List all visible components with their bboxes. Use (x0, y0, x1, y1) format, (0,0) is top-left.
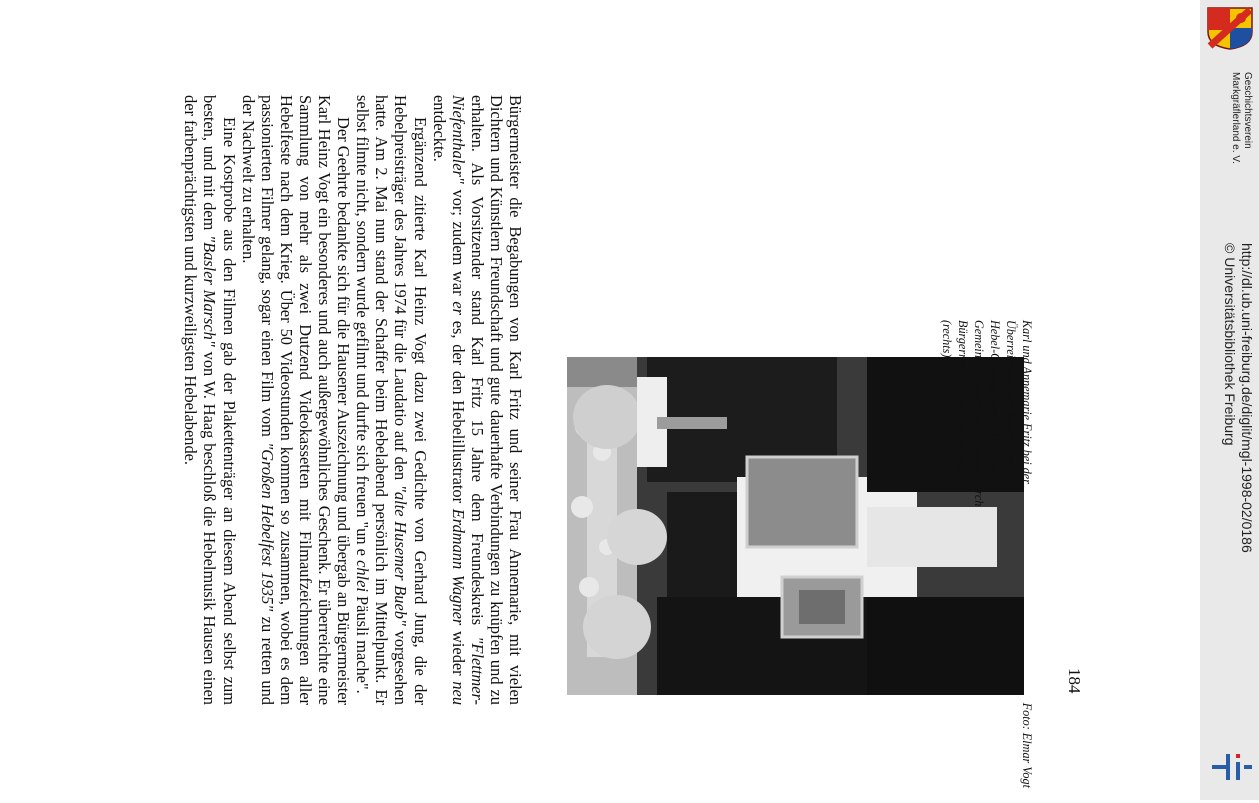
society-name (1229, 72, 1253, 232)
caption-line: (rechts). (940, 320, 954, 361)
emphasis-text: "Flettmer-Niefenthaler" (448, 95, 487, 705)
photo-credit: Foto: Elmar Vogt (1020, 702, 1034, 788)
emphasis-text: "alte Husemer Bueb" (391, 485, 411, 626)
text-run: vorgesehen hatte. Am 2. Mai nun stand der Schaffer beim Hebelabend persönlich im Mittelpunkt. Er selbst filmte nicht, sondern wurde gefilmt und durfte sich freuen "un e (353, 95, 411, 705)
text-run: Der Geehrte bedankte sich für die Hausener Auszeichnung und übergab an Bürgermeister Karl Heinz Vogt ein besonderes und auch außergewöhnliches Geschenk. Er überreichte eine Sammlung von mehr als zwei Dutzend Videokassetten mit Filmaufzeichnungen aller Hebelfeste nach dem Krieg. Über 50 Videostunden kommen so zusammen, wobei es dem passionierten Filmer gelang, sogar einen Film vom (257, 95, 354, 705)
caption-line: Hebel-Gedenkplakette 1998 der (988, 320, 1002, 476)
emphasis-text: er (448, 301, 468, 316)
text-run: es, der den Hebelillustrator (448, 315, 468, 509)
caption-line: Bürgermeister Karl Heinz Vogt (956, 320, 970, 472)
paragraph-2 (353, 95, 429, 705)
ub-freiburg-logo-icon (1210, 748, 1254, 786)
paragraph-1 (430, 95, 525, 705)
caption-line: Gemeinde Hausen im Wiesental durch (972, 320, 986, 507)
emphasis-text: neu (448, 681, 468, 706)
paragraph-3 (239, 95, 354, 705)
text-run: Ergänzend zitierte Karl Heinz Vogt dazu zwei Gedichte von Gerhard Jung, die der Hebelpreisträger des Jahres 1974 für die Laudatio auf den (391, 95, 430, 705)
text-run: zu retten und der Nachwelt zu erhalten. (238, 95, 277, 705)
permalink (1221, 243, 1255, 803)
emphasis-text: "Basler Marsch" (200, 235, 220, 347)
body-text (181, 95, 525, 705)
caption-line: Karl und Annemarie Fritz bei der (1020, 320, 1034, 484)
text-run: Päusli mache". (353, 591, 373, 694)
emphasis-text: "Großen Hebelfest 1935" (257, 442, 277, 612)
permalink-url[interactable]: http://dl.ub.uni-freiburg.de/diglit/mgl-1998-02/0186 (1239, 243, 1255, 553)
paragraph-4 (181, 95, 238, 705)
text-run: von W. Haag beschloß die Hebelmusik Hausen einen der farbenprächtigsten und kurzweiligsten Hebelabende. (181, 95, 220, 705)
text-run: wieder (448, 625, 468, 682)
caption-line: Überreichung der Johann Peter (1004, 320, 1018, 476)
text-run: entdeckte. (429, 95, 449, 162)
society-line: Markgräflerland e. V. (1230, 72, 1241, 164)
page-number: 184 (1065, 668, 1084, 694)
text-run: vor; zudem war (448, 183, 468, 302)
society-line: Geschichtsverein (1242, 72, 1253, 149)
coat-of-arms-icon (1206, 6, 1254, 50)
text-run: Bürgermeister die Begabungen von Karl Fritz und seiner Frau Annemarie, mit vielen Dichtern und Künstlern Freundschaft und gute dauerhafte Verbindungen zu knüpfen und zu erhalten. Als Vorsitzender stand Karl Fritz 15 Jahre dem Freundeskreis (467, 95, 525, 705)
text-run: Eine Kostprobe aus den Filmen gab der Plakettenträger an diesem Abend selbst zum besten, und mit dem (200, 95, 239, 705)
emphasis-text: Erdmann Wagner (448, 508, 468, 626)
copyright-notice: © Universitätsbibliothek Freiburg (1222, 243, 1238, 446)
emphasis-text: chlei (353, 560, 373, 592)
